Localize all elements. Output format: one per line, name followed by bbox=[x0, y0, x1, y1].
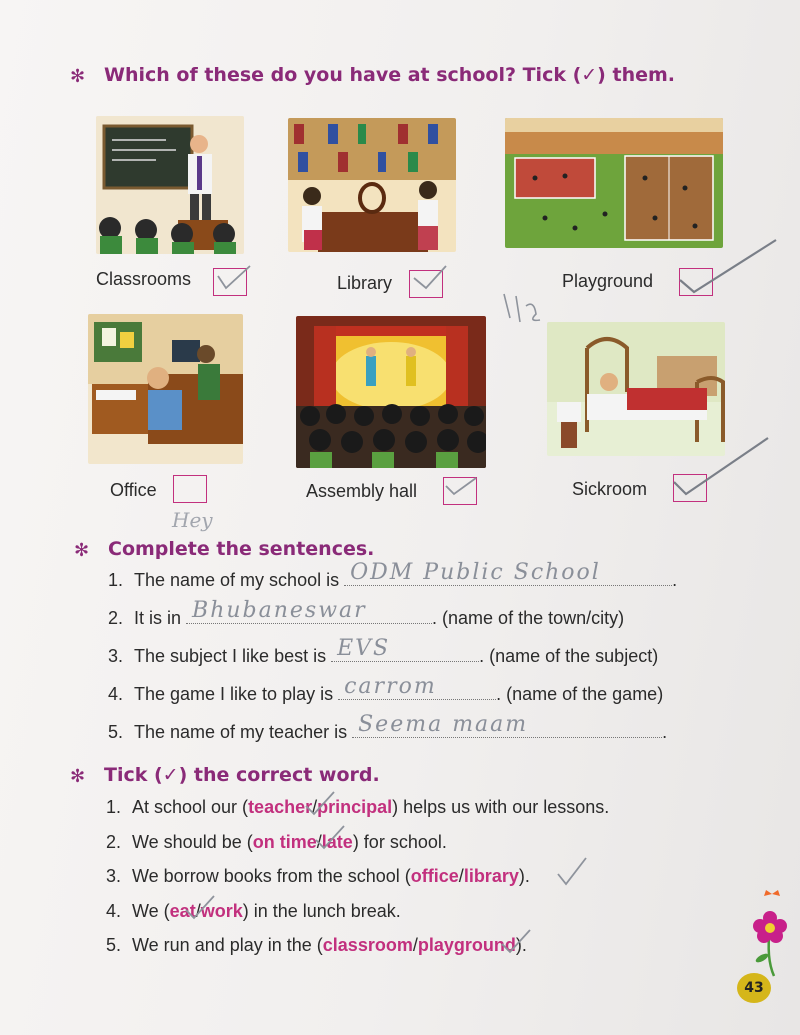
office-image bbox=[88, 314, 243, 464]
section-star-icon: ✻ bbox=[70, 66, 86, 87]
word-option[interactable]: eat bbox=[169, 901, 196, 921]
flower-decoration-icon bbox=[746, 888, 794, 978]
checkbox-playground[interactable] bbox=[679, 268, 713, 296]
checkbox-assembly-hall[interactable] bbox=[443, 477, 477, 505]
word-option[interactable]: on time bbox=[252, 832, 317, 852]
label-playground: Playground bbox=[562, 271, 654, 291]
word-option[interactable]: teacher bbox=[248, 797, 313, 817]
answer-field[interactable] bbox=[338, 674, 496, 700]
answer-field[interactable] bbox=[344, 560, 672, 586]
label-library: Library bbox=[337, 273, 393, 293]
label-sickroom: Sickroom bbox=[572, 479, 648, 499]
handwritten-answer: ODM Public School bbox=[350, 560, 601, 585]
complete-sentence-5: 5. The name of my teacher is Seema maam . bbox=[108, 712, 668, 742]
complete-sentence-1: 1. The name of my school is ODM Public School . bbox=[108, 560, 678, 590]
word-option[interactable]: playground bbox=[417, 935, 516, 955]
section-star-icon: ✻ bbox=[74, 540, 90, 561]
correct-word-sentence-3: 3. We borrow books from the school (office/library). bbox=[106, 866, 530, 886]
handwritten-answer: EVS bbox=[337, 636, 391, 661]
word-option[interactable]: library bbox=[463, 866, 519, 886]
handwritten-answer: carrom bbox=[344, 674, 437, 699]
handwritten-answer: Seema maam bbox=[358, 712, 529, 737]
answer-field[interactable] bbox=[352, 712, 662, 738]
correct-word-sentence-4: 4. We (eat/work) in the lunch break. bbox=[106, 901, 401, 921]
correct-word-sentence-5: 5. We run and play in the (classroom/playground). bbox=[106, 935, 527, 955]
page-number-badge: 43 bbox=[737, 973, 771, 1003]
correct-word-sentence-2: 2. We should be (on time/late) for school. bbox=[106, 832, 447, 852]
teacher-note: Hey bbox=[172, 508, 213, 532]
complete-sentence-2: 2. It is in Bhubaneswar . (name of the town/city) bbox=[108, 598, 625, 628]
library-image bbox=[288, 118, 456, 252]
complete-sentence-4: 4. The game I like to play is carrom . (name of the game) bbox=[108, 674, 664, 704]
section-title-tick-have: Which of these do you have at school? Tick (✓) them. bbox=[104, 64, 675, 86]
answer-field[interactable] bbox=[186, 598, 432, 624]
complete-sentence-3: 3. The subject I like best is EVS . (name of the subject) bbox=[108, 636, 659, 666]
checkbox-classrooms[interactable] bbox=[213, 268, 247, 296]
label-assembly-hall: Assembly hall bbox=[306, 481, 418, 501]
label-classrooms: Classrooms bbox=[96, 269, 192, 289]
checkbox-library[interactable] bbox=[409, 270, 443, 298]
label-office: Office bbox=[110, 480, 157, 500]
word-option[interactable]: principal bbox=[317, 797, 393, 817]
word-option[interactable]: work bbox=[200, 901, 243, 921]
section-star-icon: ✻ bbox=[70, 766, 86, 787]
answer-field[interactable] bbox=[331, 636, 479, 662]
section-title-complete: Complete the sentences. bbox=[108, 538, 375, 560]
checkbox-office[interactable] bbox=[173, 475, 207, 503]
word-option[interactable]: late bbox=[321, 832, 353, 852]
playground-image bbox=[505, 118, 723, 248]
handwritten-answer: Bhubaneswar bbox=[192, 598, 367, 623]
checkbox-sickroom[interactable] bbox=[673, 474, 707, 502]
correct-word-sentence-1: 1. At school our (teacher/principal) helps us with our lessons. bbox=[106, 797, 610, 817]
word-option[interactable]: office bbox=[410, 866, 459, 886]
section-title-correct-word: Tick (✓) the correct word. bbox=[104, 764, 380, 786]
classroom-image bbox=[96, 116, 244, 254]
sickroom-image bbox=[547, 322, 725, 456]
assembly-hall-image bbox=[296, 316, 486, 468]
word-option[interactable]: classroom bbox=[322, 935, 413, 955]
